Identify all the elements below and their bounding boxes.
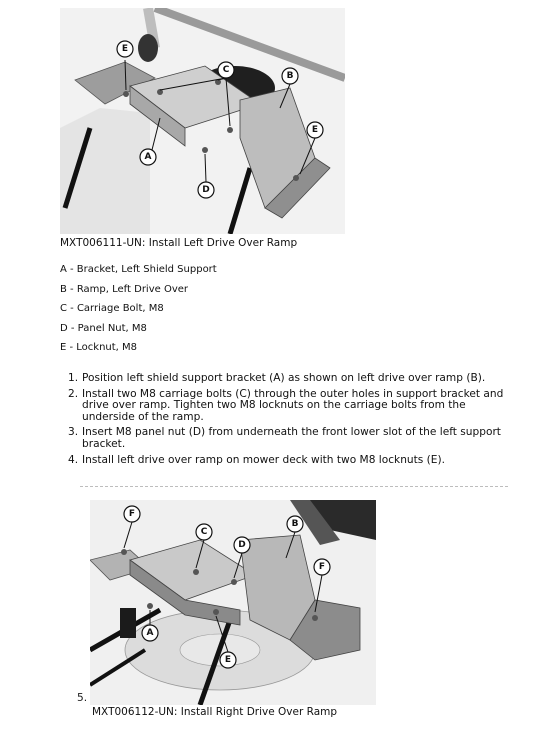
svg-text:E: E (121, 44, 129, 54)
callout-e-left (117, 41, 133, 57)
svg-text:F: F (128, 509, 136, 519)
step-text: Insert M8 panel nut (D) from underneath the front lower slot of the left support bracket. (82, 426, 501, 450)
callout-d (234, 537, 250, 553)
callout-e (220, 652, 236, 668)
step-item (68, 389, 518, 424)
svg-text:A: A (146, 628, 154, 638)
parts-legend (60, 263, 217, 361)
legend-item: E - Locknut, M8 (60, 342, 138, 354)
figure-2-caption: MXT006112-UN: Install Right Drive Over Ramp (92, 706, 338, 718)
callout-c (196, 524, 212, 540)
step-text: Install two M8 carriage bolts (C) through the outer holes in support bracket and drive over ramp. Tighten two M8 locknuts on the carriage bolts from the underside of the ramp. (82, 387, 504, 423)
figure-2-illustration (90, 500, 376, 705)
svg-text:D: D (202, 185, 210, 195)
svg-text:B: B (286, 71, 294, 81)
step-item (68, 427, 518, 450)
callout-d (198, 182, 214, 198)
svg-text:B: B (291, 519, 299, 529)
svg-text:E: E (311, 125, 319, 135)
legend-item: B - Ramp, Left Drive Over (60, 283, 189, 295)
callout-a (140, 149, 156, 165)
svg-text:F: F (318, 562, 326, 572)
step-item (68, 455, 518, 467)
step-number: 2. (68, 387, 79, 400)
svg-text:E: E (224, 655, 232, 665)
callout-a (142, 625, 158, 641)
legend-item: C - Carriage Bolt, M8 (60, 303, 164, 315)
callout-f-left (124, 506, 140, 522)
instruction-steps (68, 373, 518, 470)
svg-text:A: A (144, 152, 152, 162)
callout-c (218, 62, 234, 78)
svg-text:D: D (238, 540, 246, 550)
step-number: 3. (68, 426, 79, 439)
callout-f-right (314, 559, 330, 575)
figure-left-drive-over-ramp (60, 8, 345, 234)
legend-item: D - Panel Nut, M8 (60, 322, 147, 334)
figure-right-drive-over-ramp (90, 500, 376, 705)
section-divider (80, 486, 508, 487)
step-number: 1. (68, 372, 79, 384)
callout-b (287, 516, 303, 532)
step-number: 4. (68, 453, 79, 466)
step-text: Install left drive over ramp on mower deck with two M8 locknuts (E). (82, 453, 445, 466)
callout-b (282, 68, 298, 84)
callout-e-right (307, 122, 323, 138)
figure-1-illustration (60, 8, 345, 234)
step-text: Position left shield support bracket (A) as shown on left drive over ramp (B). (82, 372, 486, 384)
svg-text:C: C (200, 527, 208, 537)
step-item (68, 373, 518, 385)
svg-text:C: C (222, 65, 230, 75)
figure-1-caption: MXT006111-UN: Install Left Drive Over Ramp (60, 237, 298, 249)
legend-item: A - Bracket, Left Shield Support (60, 264, 217, 275)
step-5-number: 5. (77, 692, 88, 704)
